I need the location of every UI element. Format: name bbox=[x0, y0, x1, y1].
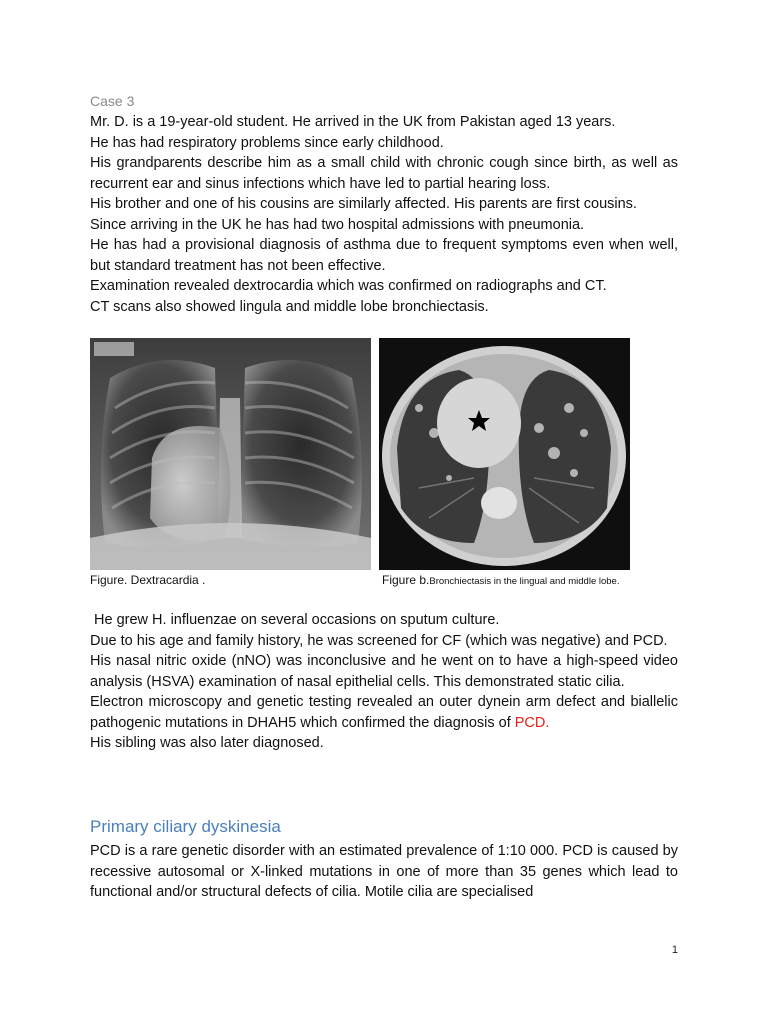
workup-section bbox=[90, 610, 678, 754]
paragraph: His nasal nitric oxide (nNO) was inconclusive and he went on to have a high-speed video analysis (HSVA) examination of nasal epithelial cells. This demonstrated static cilia. bbox=[90, 653, 678, 690]
paragraph: He has had a provisional diagnosis of asthma due to frequent symptoms even when well, but standard treatment has not been effective. bbox=[90, 237, 678, 274]
paragraph: Examination revealed dextrocardia which was confirmed on radiographs and CT. bbox=[90, 278, 607, 294]
diagnosis-paragraph bbox=[90, 692, 678, 733]
figure-b-caption bbox=[382, 573, 619, 587]
figure-b-text: Bronchiectasis in the lingual and middle lobe. bbox=[429, 576, 620, 587]
section-body bbox=[90, 841, 678, 903]
paragraph: He grew H. influenzae on several occasions on sputum culture. bbox=[90, 612, 500, 628]
paragraph: Mr. D. is a 19-year-old student. He arrived in the UK from Pakistan aged 13 years. bbox=[90, 114, 616, 130]
ct-scan-image bbox=[379, 338, 630, 570]
paragraph: He has had respiratory problems since early childhood. bbox=[90, 134, 444, 151]
page-number: 1 bbox=[671, 944, 678, 956]
paragraph: Since arriving in the UK he has had two hospital admissions with pneumonia. bbox=[90, 216, 585, 233]
paragraph: His sibling was also later diagnosed. bbox=[90, 735, 324, 751]
figure-b-label: Figure b. bbox=[382, 573, 430, 587]
paragraph: Due to his age and family history, he was screened for CF (which was negative) and PCD. bbox=[90, 632, 668, 649]
diagnosis-highlight: PCD. bbox=[514, 714, 550, 731]
paragraph: CT scans also showed lingula and middle lobe bronchiectasis. bbox=[90, 298, 489, 315]
paragraph: PCD is a rare genetic disorder with an estimated prevalence of 1:10 000. PCD is caused by recessive autosomal or X-linked mutations in one of more than 35 genes which lead to functional and/or structural defects of cilia. Motile cilia are specialised bbox=[90, 843, 678, 900]
paragraph: His brother and one of his cousins are similarly affected. His parents are first cousins. bbox=[90, 196, 637, 212]
chest-xray-image bbox=[90, 338, 371, 570]
section-heading: Primary ciliary dyskinesia bbox=[90, 817, 281, 836]
case-history bbox=[90, 112, 678, 317]
paragraph: His grandparents describe him as a small child with chronic cough since birth, as well as recurrent ear and sinus infections which have led to partial hearing loss. bbox=[90, 155, 678, 192]
figure-a-caption: Figure. Dextracardia . bbox=[90, 573, 206, 587]
case-label: Case 3 bbox=[90, 93, 135, 109]
diagnosis-text: Electron microscopy and genetic testing revealed an outer dynein arm defect and biallelic pathogenic mutations in DHAH5 which confirmed the diagnosis of bbox=[90, 694, 678, 731]
